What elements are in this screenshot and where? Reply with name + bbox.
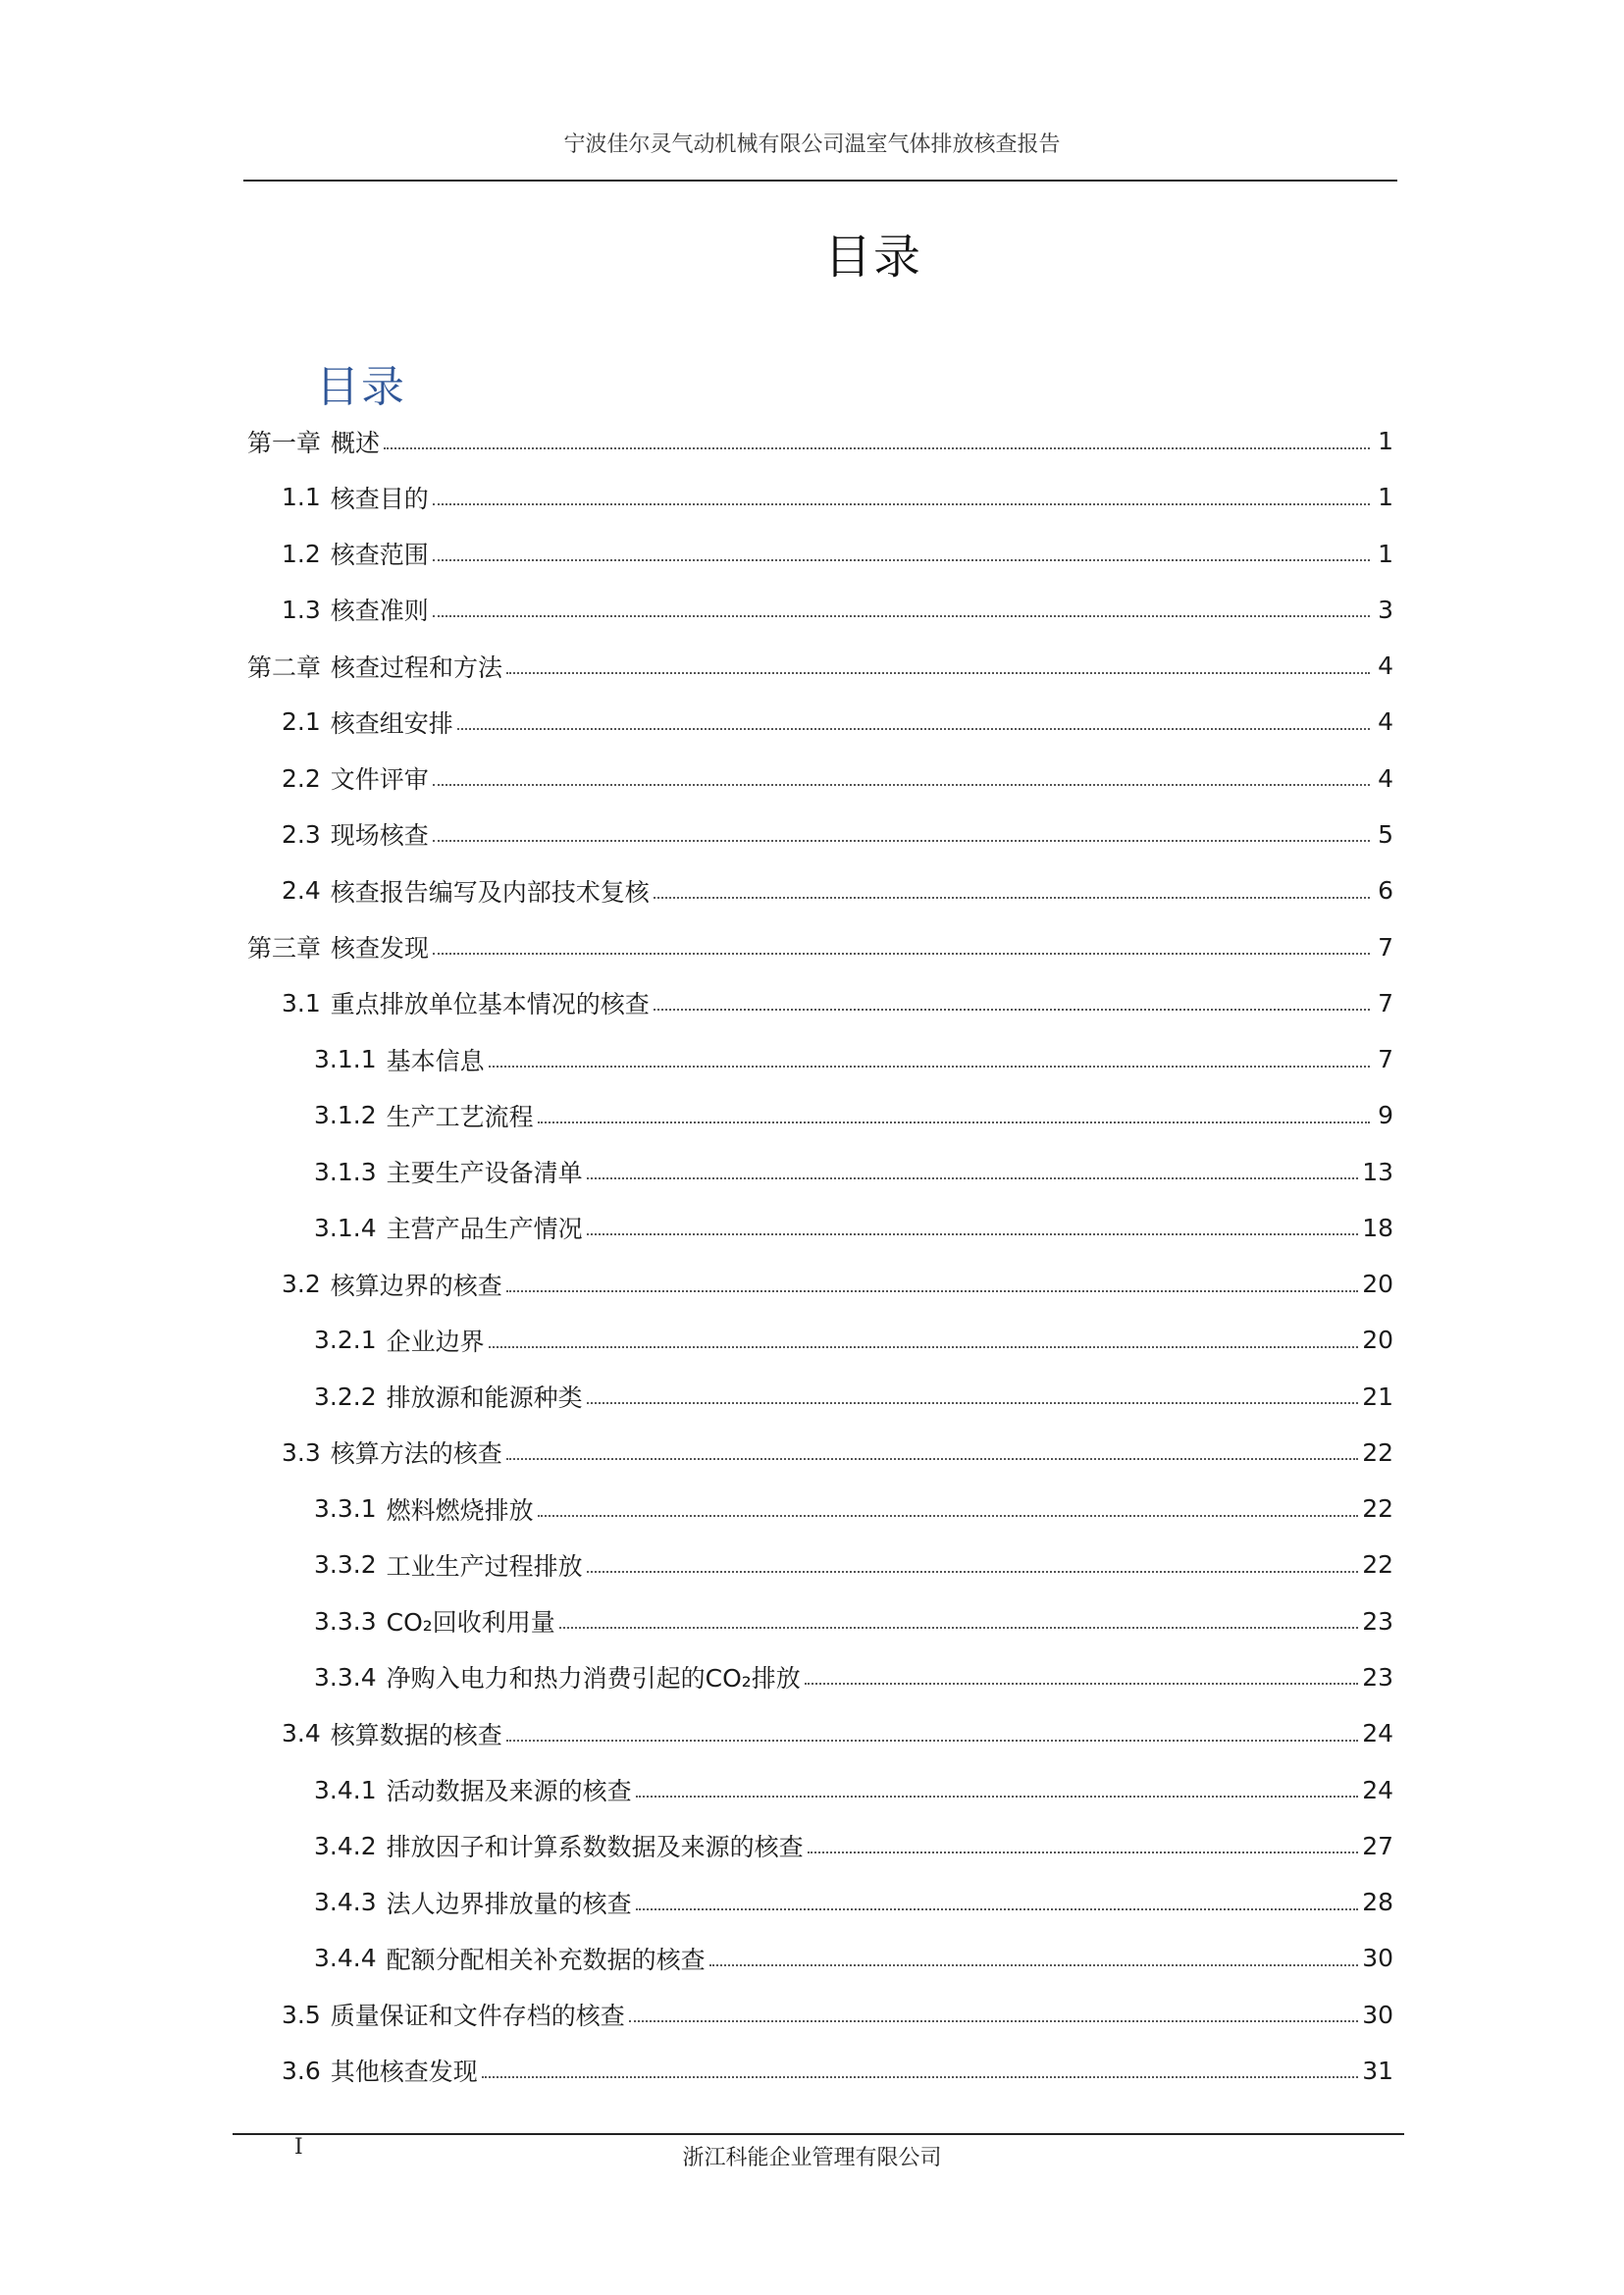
toc-entry[interactable] bbox=[243, 638, 1393, 694]
toc-entry-number: 3.6 bbox=[282, 2056, 321, 2085]
toc-entry-page-number: 21 bbox=[1362, 1382, 1393, 1411]
toc-entry-title: 配额分配相关补充数据的核查 bbox=[386, 1945, 706, 1974]
toc-dot-leader bbox=[433, 503, 1370, 505]
toc-entry-number: 3.1.2 bbox=[314, 1101, 377, 1130]
toc-entry-number: 第三章 bbox=[247, 934, 322, 964]
toc-entry-page-number: 31 bbox=[1362, 2056, 1393, 2085]
toc-entry-number: 第二章 bbox=[247, 652, 322, 682]
toc-entry[interactable] bbox=[243, 1200, 1393, 1256]
toc-entry-number: 3.1.3 bbox=[314, 1157, 377, 1186]
toc-entry-title: 生产工艺流程 bbox=[386, 1102, 534, 1131]
toc-entry-number: 3.4.3 bbox=[314, 1888, 377, 1917]
toc-entry-number: 3.4.1 bbox=[314, 1775, 377, 1804]
toc-dot-leader bbox=[629, 2020, 1358, 2022]
toc-entry-page-number: 24 bbox=[1362, 1775, 1393, 1804]
toc-entry-title: 核算边界的核查 bbox=[330, 1271, 502, 1300]
toc-entry-page-number: 5 bbox=[1378, 819, 1393, 849]
toc-entry-title: 核查报告编写及内部技术复核 bbox=[330, 877, 650, 907]
header-divider bbox=[243, 180, 1397, 182]
toc-entry-page-number: 6 bbox=[1378, 876, 1393, 906]
toc-dot-leader bbox=[506, 1458, 1358, 1460]
toc-entry-number: 1.2 bbox=[282, 539, 321, 568]
toc-dot-leader bbox=[636, 1796, 1359, 1798]
toc-dot-leader bbox=[587, 1233, 1359, 1235]
toc-dot-leader bbox=[482, 2076, 1358, 2078]
toc-dot-leader bbox=[384, 447, 1370, 449]
toc-dot-leader bbox=[433, 615, 1370, 617]
toc-entry-page-number: 22 bbox=[1362, 1437, 1393, 1467]
toc-dot-leader bbox=[808, 1852, 1359, 1853]
toc-dot-leader bbox=[506, 1290, 1358, 1292]
toc-dot-leader bbox=[587, 1571, 1359, 1573]
toc-entry-page-number: 1 bbox=[1378, 427, 1393, 456]
toc-entry[interactable] bbox=[243, 1425, 1393, 1481]
toc-entry-number: 3.1.1 bbox=[314, 1045, 377, 1074]
toc-entry-page-number: 23 bbox=[1362, 1662, 1393, 1692]
toc-entry-title: 主要生产设备清单 bbox=[386, 1159, 583, 1188]
toc-entry-number: 第一章 bbox=[247, 428, 322, 457]
toc-entry-number: 2.3 bbox=[282, 819, 321, 849]
toc-entry-page-number: 23 bbox=[1362, 1606, 1393, 1636]
toc-entry-page-number: 18 bbox=[1362, 1213, 1393, 1242]
toc-entry[interactable] bbox=[243, 1986, 1393, 2042]
toc-entry-number: 1.1 bbox=[282, 483, 321, 512]
toc-dot-leader bbox=[433, 559, 1370, 561]
toc-entry-title: 企业边界 bbox=[386, 1327, 485, 1356]
toc-dot-leader bbox=[636, 1908, 1359, 1910]
toc-entry-number: 3.2.2 bbox=[314, 1382, 377, 1411]
toc-entry-page-number: 22 bbox=[1362, 1494, 1393, 1524]
toc-entry[interactable] bbox=[243, 413, 1393, 469]
toc-heading: 目录 bbox=[316, 362, 406, 412]
toc-dot-leader bbox=[709, 1964, 1359, 1966]
toc-entry[interactable] bbox=[243, 1031, 1393, 1087]
toc-entry-title: 法人边界排放量的核查 bbox=[386, 1889, 632, 1918]
toc-entry[interactable] bbox=[243, 1481, 1393, 1537]
toc-entry-page-number: 4 bbox=[1378, 763, 1393, 793]
toc-entry[interactable] bbox=[243, 918, 1393, 974]
toc-entry-title: 概述 bbox=[331, 428, 381, 457]
toc-entry-page-number: 30 bbox=[1362, 1944, 1393, 1973]
toc-entry[interactable] bbox=[243, 1818, 1393, 1874]
toc-entry[interactable] bbox=[243, 1761, 1393, 1817]
toc-entry-title: 核算数据的核查 bbox=[330, 1720, 502, 1749]
toc-entry[interactable] bbox=[243, 2043, 1393, 2099]
toc-entry-title: 基本信息 bbox=[386, 1046, 485, 1075]
toc-entry[interactable] bbox=[243, 1087, 1393, 1143]
toc-entry[interactable] bbox=[243, 1369, 1393, 1425]
toc-entry-page-number: 7 bbox=[1378, 932, 1393, 962]
toc-entry[interactable] bbox=[243, 694, 1393, 750]
toc-entry[interactable] bbox=[243, 582, 1393, 638]
toc-entry-title: 主营产品生产情况 bbox=[386, 1215, 583, 1244]
toc-dot-leader bbox=[587, 1402, 1359, 1404]
toc-dot-leader bbox=[489, 1346, 1359, 1348]
toc-entry-title: 文件评审 bbox=[330, 765, 429, 795]
toc-entry-page-number: 13 bbox=[1362, 1157, 1393, 1186]
toc-dot-leader bbox=[805, 1683, 1358, 1685]
toc-entry-number: 2.4 bbox=[282, 876, 321, 906]
toc-entry-page-number: 9 bbox=[1378, 1101, 1393, 1130]
toc-entry[interactable] bbox=[243, 1256, 1393, 1312]
toc-entry[interactable] bbox=[243, 807, 1393, 862]
toc-entry-page-number: 3 bbox=[1378, 595, 1393, 624]
toc-entry-title: 重点排放单位基本情况的核查 bbox=[330, 990, 650, 1019]
toc-entry-page-number: 4 bbox=[1378, 707, 1393, 737]
toc-entry-number: 3.3 bbox=[282, 1437, 321, 1467]
toc-dot-leader bbox=[654, 897, 1370, 899]
toc-entry-title: 工业生产过程排放 bbox=[386, 1551, 583, 1581]
toc-entry-page-number: 22 bbox=[1362, 1550, 1393, 1580]
toc-dot-leader bbox=[506, 672, 1370, 674]
toc-entry-number: 3.3.1 bbox=[314, 1494, 377, 1524]
toc-dot-leader bbox=[489, 1066, 1370, 1068]
toc-entry[interactable] bbox=[243, 1705, 1393, 1761]
footer-page-number: I bbox=[294, 2135, 303, 2160]
toc-entry-number: 3.4 bbox=[282, 1719, 321, 1748]
toc-dot-leader bbox=[559, 1627, 1358, 1629]
toc-entry-number: 2.2 bbox=[282, 763, 321, 793]
toc-dot-leader bbox=[654, 1009, 1370, 1011]
toc-entry[interactable] bbox=[243, 526, 1393, 582]
toc-dot-leader bbox=[538, 1121, 1370, 1123]
toc-entry-title: 现场核查 bbox=[330, 821, 429, 851]
toc-entry-title: 排放因子和计算系数数据及来源的核查 bbox=[386, 1833, 804, 1862]
toc-entry-page-number: 1 bbox=[1378, 539, 1393, 568]
toc-entry[interactable] bbox=[243, 1143, 1393, 1199]
toc-entry[interactable] bbox=[243, 1930, 1393, 1986]
toc-entry[interactable] bbox=[243, 975, 1393, 1031]
toc-entry-title: 核查准则 bbox=[330, 597, 429, 626]
toc-entry-title: 质量保证和文件存档的核查 bbox=[330, 2002, 625, 2031]
toc-entry[interactable] bbox=[243, 1312, 1393, 1368]
footer-divider bbox=[233, 2133, 1404, 2135]
toc-entry-title: 核查范围 bbox=[330, 541, 429, 570]
toc-entry-number: 3.4.2 bbox=[314, 1831, 377, 1860]
toc-entry-page-number: 4 bbox=[1378, 652, 1393, 681]
toc-entry[interactable] bbox=[243, 1593, 1393, 1649]
toc-entry-title: 核查发现 bbox=[331, 934, 430, 964]
running-header-title: 宁波佳尔灵气动机械有限公司温室气体排放核查报告 bbox=[563, 132, 1061, 157]
toc-entry-number: 3.2 bbox=[282, 1270, 321, 1299]
toc-entry[interactable] bbox=[243, 862, 1393, 918]
toc-entry[interactable] bbox=[243, 469, 1393, 525]
toc-entry-number: 3.3.3 bbox=[314, 1606, 377, 1636]
toc-dot-leader bbox=[506, 1740, 1358, 1742]
toc-entry-page-number: 7 bbox=[1378, 1045, 1393, 1074]
toc-entry-title: CO₂回收利用量 bbox=[386, 1608, 555, 1638]
toc-entry-number: 2.1 bbox=[282, 707, 321, 737]
toc-entry-page-number: 27 bbox=[1362, 1831, 1393, 1860]
toc-entry-title: 核查目的 bbox=[330, 484, 429, 513]
toc-entry-number: 3.5 bbox=[282, 2000, 321, 2029]
toc-entry-page-number: 30 bbox=[1362, 2000, 1393, 2029]
toc-entry-page-number: 24 bbox=[1362, 1719, 1393, 1748]
toc-entry[interactable] bbox=[243, 1874, 1393, 1930]
toc-entry[interactable] bbox=[243, 1537, 1393, 1592]
toc-entry-title: 核查组安排 bbox=[330, 708, 453, 738]
toc-entry-page-number: 20 bbox=[1362, 1270, 1393, 1299]
toc-entry-title: 核算方法的核查 bbox=[330, 1439, 502, 1469]
toc-entry-number: 3.1 bbox=[282, 988, 321, 1017]
toc-entry-title: 其他核查发现 bbox=[330, 2058, 478, 2087]
toc-entry-page-number: 20 bbox=[1362, 1326, 1393, 1355]
toc-dot-leader bbox=[433, 953, 1370, 955]
toc-entry-title: 排放源和能源种类 bbox=[386, 1383, 583, 1413]
toc-entry-number: 3.2.1 bbox=[314, 1326, 377, 1355]
toc-entry-number: 3.3.2 bbox=[314, 1550, 377, 1580]
toc-entry[interactable] bbox=[243, 1649, 1393, 1705]
footer-company-name: 浙江科能企业管理有限公司 bbox=[682, 2146, 942, 2170]
toc-entry-title: 核查过程和方法 bbox=[331, 652, 503, 682]
toc-entry-title: 活动数据及来源的核查 bbox=[386, 1777, 632, 1805]
toc-entry-page-number: 28 bbox=[1362, 1888, 1393, 1917]
toc-entry-number: 3.1.4 bbox=[314, 1213, 377, 1242]
table-of-contents bbox=[243, 413, 1393, 2099]
toc-entry-page-number: 1 bbox=[1378, 483, 1393, 512]
toc-entry-number: 3.4.4 bbox=[314, 1944, 377, 1973]
toc-entry-title: 燃料燃烧排放 bbox=[386, 1495, 534, 1525]
page-title: 目录 bbox=[823, 230, 922, 285]
toc-dot-leader bbox=[457, 728, 1370, 730]
toc-dot-leader bbox=[433, 840, 1370, 842]
toc-dot-leader bbox=[433, 784, 1370, 786]
toc-entry[interactable] bbox=[243, 751, 1393, 807]
toc-dot-leader bbox=[587, 1177, 1359, 1179]
toc-entry-title: 净购入电力和热力消费引起的CO₂排放 bbox=[386, 1664, 801, 1694]
toc-entry-number: 1.3 bbox=[282, 595, 321, 624]
toc-entry-number: 3.3.4 bbox=[314, 1662, 377, 1692]
toc-entry-page-number: 7 bbox=[1378, 988, 1393, 1017]
toc-dot-leader bbox=[538, 1515, 1359, 1517]
